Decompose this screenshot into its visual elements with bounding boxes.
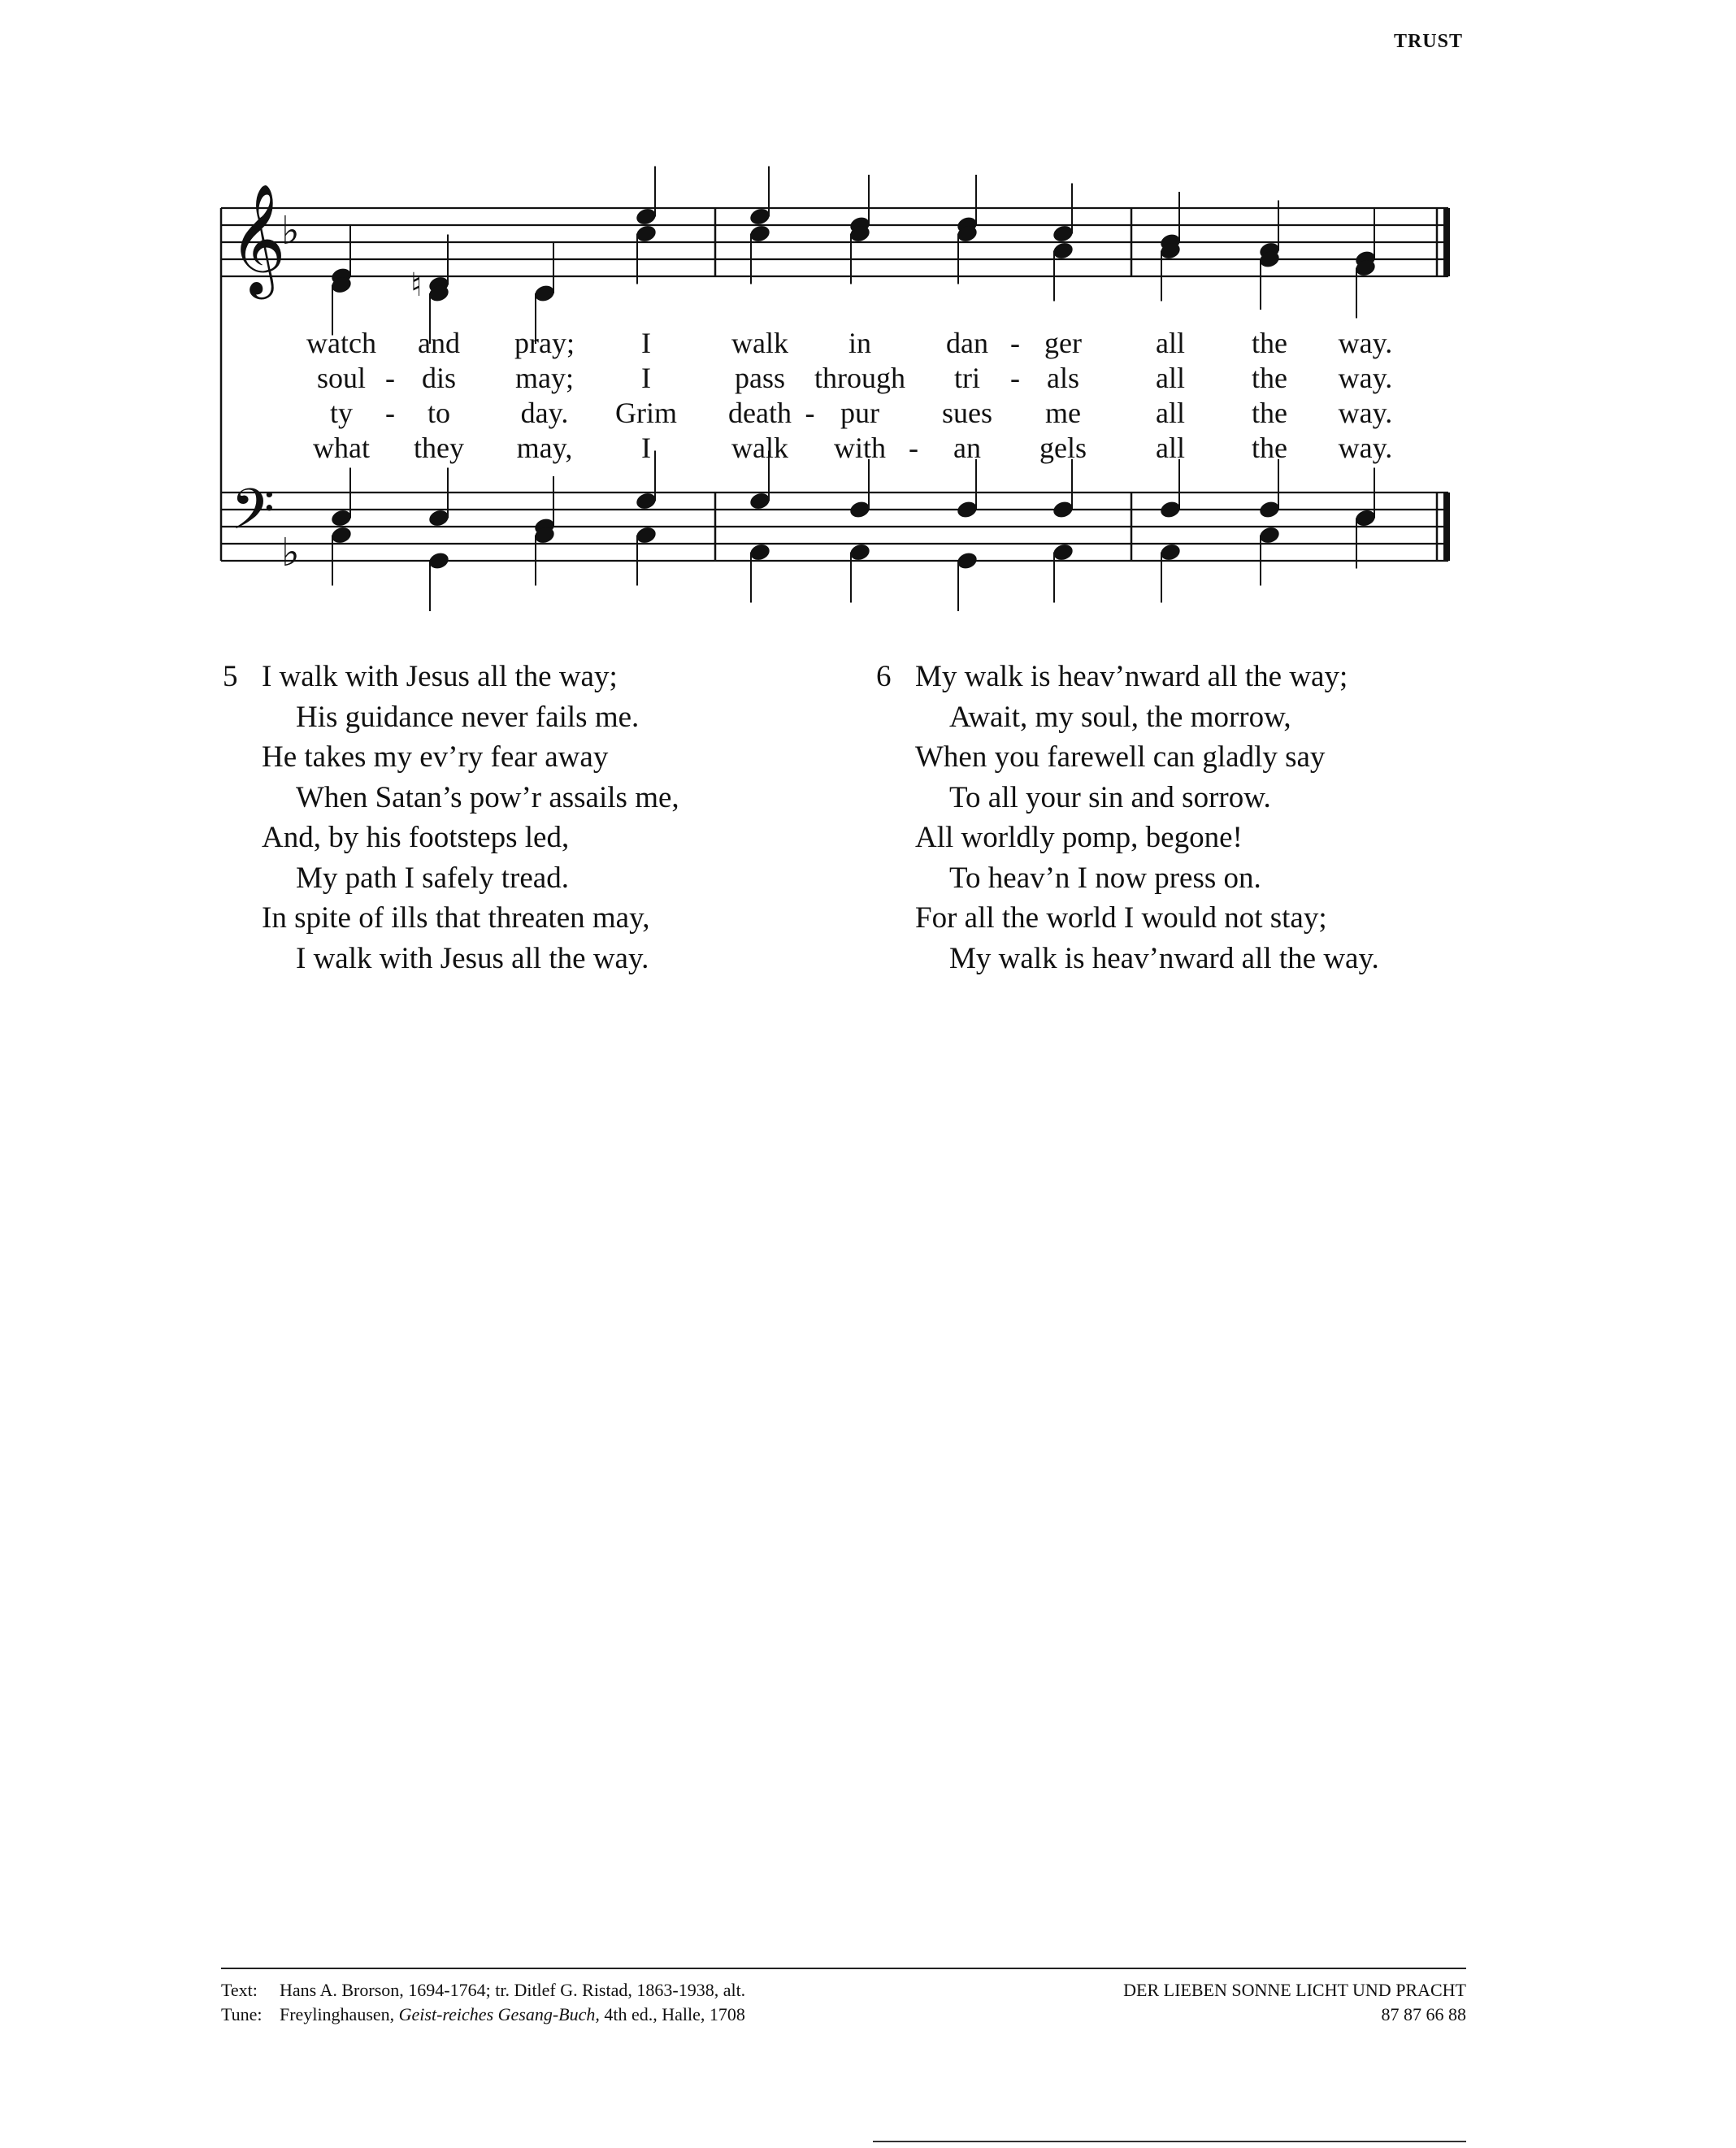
bass-clef-icon: 𝄢: [231, 476, 276, 556]
lyric-syllable: tri: [954, 362, 980, 394]
flat-icon: ♭: [281, 208, 300, 254]
stanza-line: I walk with Jesus all the way;: [262, 660, 618, 693]
music-score: [0, 0, 1736, 618]
lyric-syllable: pur: [840, 397, 879, 429]
tune-credit-prefix: Freylinghausen,: [280, 2004, 399, 2024]
lyric-syllable: way.: [1338, 327, 1393, 359]
meter: 87 87 66 88: [1381, 2004, 1466, 2024]
footer-divider: [221, 1968, 1466, 1969]
final-barline-thick: [1443, 208, 1450, 276]
lyric-syllable: with: [833, 432, 886, 464]
lyric-syllable: pass: [735, 362, 785, 394]
natural-icon: ♮: [410, 267, 423, 304]
stanza-number: 6: [876, 660, 892, 693]
tune-credit-title: Geist-reiches Gesang-Buch,: [398, 2004, 600, 2024]
lyric-syllable: soul: [316, 362, 366, 394]
tune-info: [1123, 1978, 1466, 2027]
lyric-syllable: way.: [1338, 397, 1393, 429]
lyric-syllable: an: [953, 432, 981, 464]
lyric-syllable: watch: [306, 327, 376, 359]
lyric-syllable: may,: [516, 432, 573, 464]
lyric-syllable: through: [814, 362, 905, 394]
stanza-line: My path I safely tread.: [296, 861, 569, 895]
lyric-syllable: what: [313, 432, 370, 464]
stanza-line: He takes my ev’ry fear away: [262, 740, 609, 774]
text-credit: [221, 1978, 745, 2003]
stanza-line: My walk is heav’nward all the way.: [949, 941, 1379, 975]
lyric-hyphen: -: [385, 362, 395, 394]
text-credit-label: Text:: [221, 1980, 258, 2000]
lyric-syllable: in: [848, 327, 871, 359]
lyric-syllable: all: [1156, 362, 1185, 394]
lyric-syllable: ger: [1044, 327, 1082, 359]
lyric-hyphen: -: [385, 397, 395, 429]
lyric-hyphen: -: [1010, 362, 1020, 394]
lyric-syllable: to: [427, 397, 450, 429]
lyric-syllable: gels: [1039, 432, 1087, 464]
stanza-line: All worldly pomp, begone!: [915, 821, 1243, 854]
lyric-syllable: I: [641, 362, 651, 394]
lyric-syllable: Grim: [615, 397, 677, 429]
lyric-syllable: they: [414, 432, 464, 464]
lyric-syllable: dis: [421, 362, 456, 394]
stanza-5: [223, 657, 679, 979]
stanza-line: For all the world I would not stay;: [915, 901, 1327, 935]
bass-staff: [221, 451, 1448, 612]
tune-credit: [221, 2003, 745, 2027]
lyric-hyphen: -: [909, 432, 918, 464]
lyric-syllable: pray;: [514, 327, 575, 359]
lyric-syllable: sues: [942, 397, 992, 429]
lyric-syllable: may;: [515, 362, 574, 394]
tune-credit-suffix: 4th ed., Halle, 1708: [599, 2004, 745, 2024]
lyric-syllable: ty: [329, 397, 353, 429]
lyric-hyphen: -: [805, 397, 815, 429]
stanza-line: To heav’n I now press on.: [949, 861, 1261, 895]
lyric-syllable: day.: [520, 397, 569, 429]
stanza-line: When you farewell can gladly say: [915, 740, 1326, 774]
lyric-syllable: way.: [1338, 432, 1393, 464]
tune-name: DER LIEBEN SONNE LICHT UND PRACHT: [1123, 1980, 1466, 2000]
bottom-divider: [873, 2141, 1466, 2142]
lyric-syllable: I: [641, 327, 651, 359]
lyric-syllable: the: [1252, 397, 1287, 429]
treble-clef-icon: 𝄞: [229, 182, 286, 294]
lyric-syllable: walk: [731, 432, 788, 464]
stanza-line: Await, my soul, the morrow,: [949, 700, 1291, 734]
stanza-line: His guidance never fails me.: [296, 700, 640, 734]
stanza-line: To all your sin and sorrow.: [949, 780, 1271, 814]
lyric-hyphen: -: [1010, 327, 1020, 359]
lyric-syllable: and: [418, 327, 460, 359]
stanza-line: When Satan’s pow’r assails me,: [296, 780, 679, 814]
lyric-syllable: the: [1252, 432, 1287, 464]
lyric-syllable: dan: [946, 327, 988, 359]
flat-icon: ♭: [281, 530, 300, 575]
section-label: TRUST: [1393, 31, 1463, 52]
credits: [221, 1978, 745, 2027]
stanza-line: I walk with Jesus all the way.: [296, 941, 649, 975]
stanza-line: My walk is heav’nward all the way;: [915, 660, 1348, 693]
lyric-syllable: the: [1252, 362, 1287, 394]
text-credit-value: Hans A. Brorson, 1694-1764; tr. Ditlef G. Ristad, 1863-1938, alt.: [280, 1980, 746, 2000]
lyric-syllable: als: [1047, 362, 1079, 394]
stanza-line: And, by his footsteps led,: [262, 821, 570, 854]
lyric-syllable: all: [1156, 397, 1185, 429]
lyric-syllable: I: [641, 432, 651, 464]
stanza-number: 5: [223, 660, 238, 693]
lyric-syllable: all: [1156, 432, 1185, 464]
stanza-line: In spite of ills that threaten may,: [262, 901, 650, 935]
lyric-syllable: death: [728, 397, 792, 429]
lyric-syllable: way.: [1338, 362, 1393, 394]
tune-credit-label: Tune:: [221, 2004, 263, 2024]
lyric-syllable: walk: [731, 327, 788, 359]
lyric-syllable: me: [1045, 397, 1081, 429]
lyric-syllable: the: [1252, 327, 1287, 359]
lyric-syllable: all: [1156, 327, 1185, 359]
stanza-6: [876, 657, 1379, 979]
